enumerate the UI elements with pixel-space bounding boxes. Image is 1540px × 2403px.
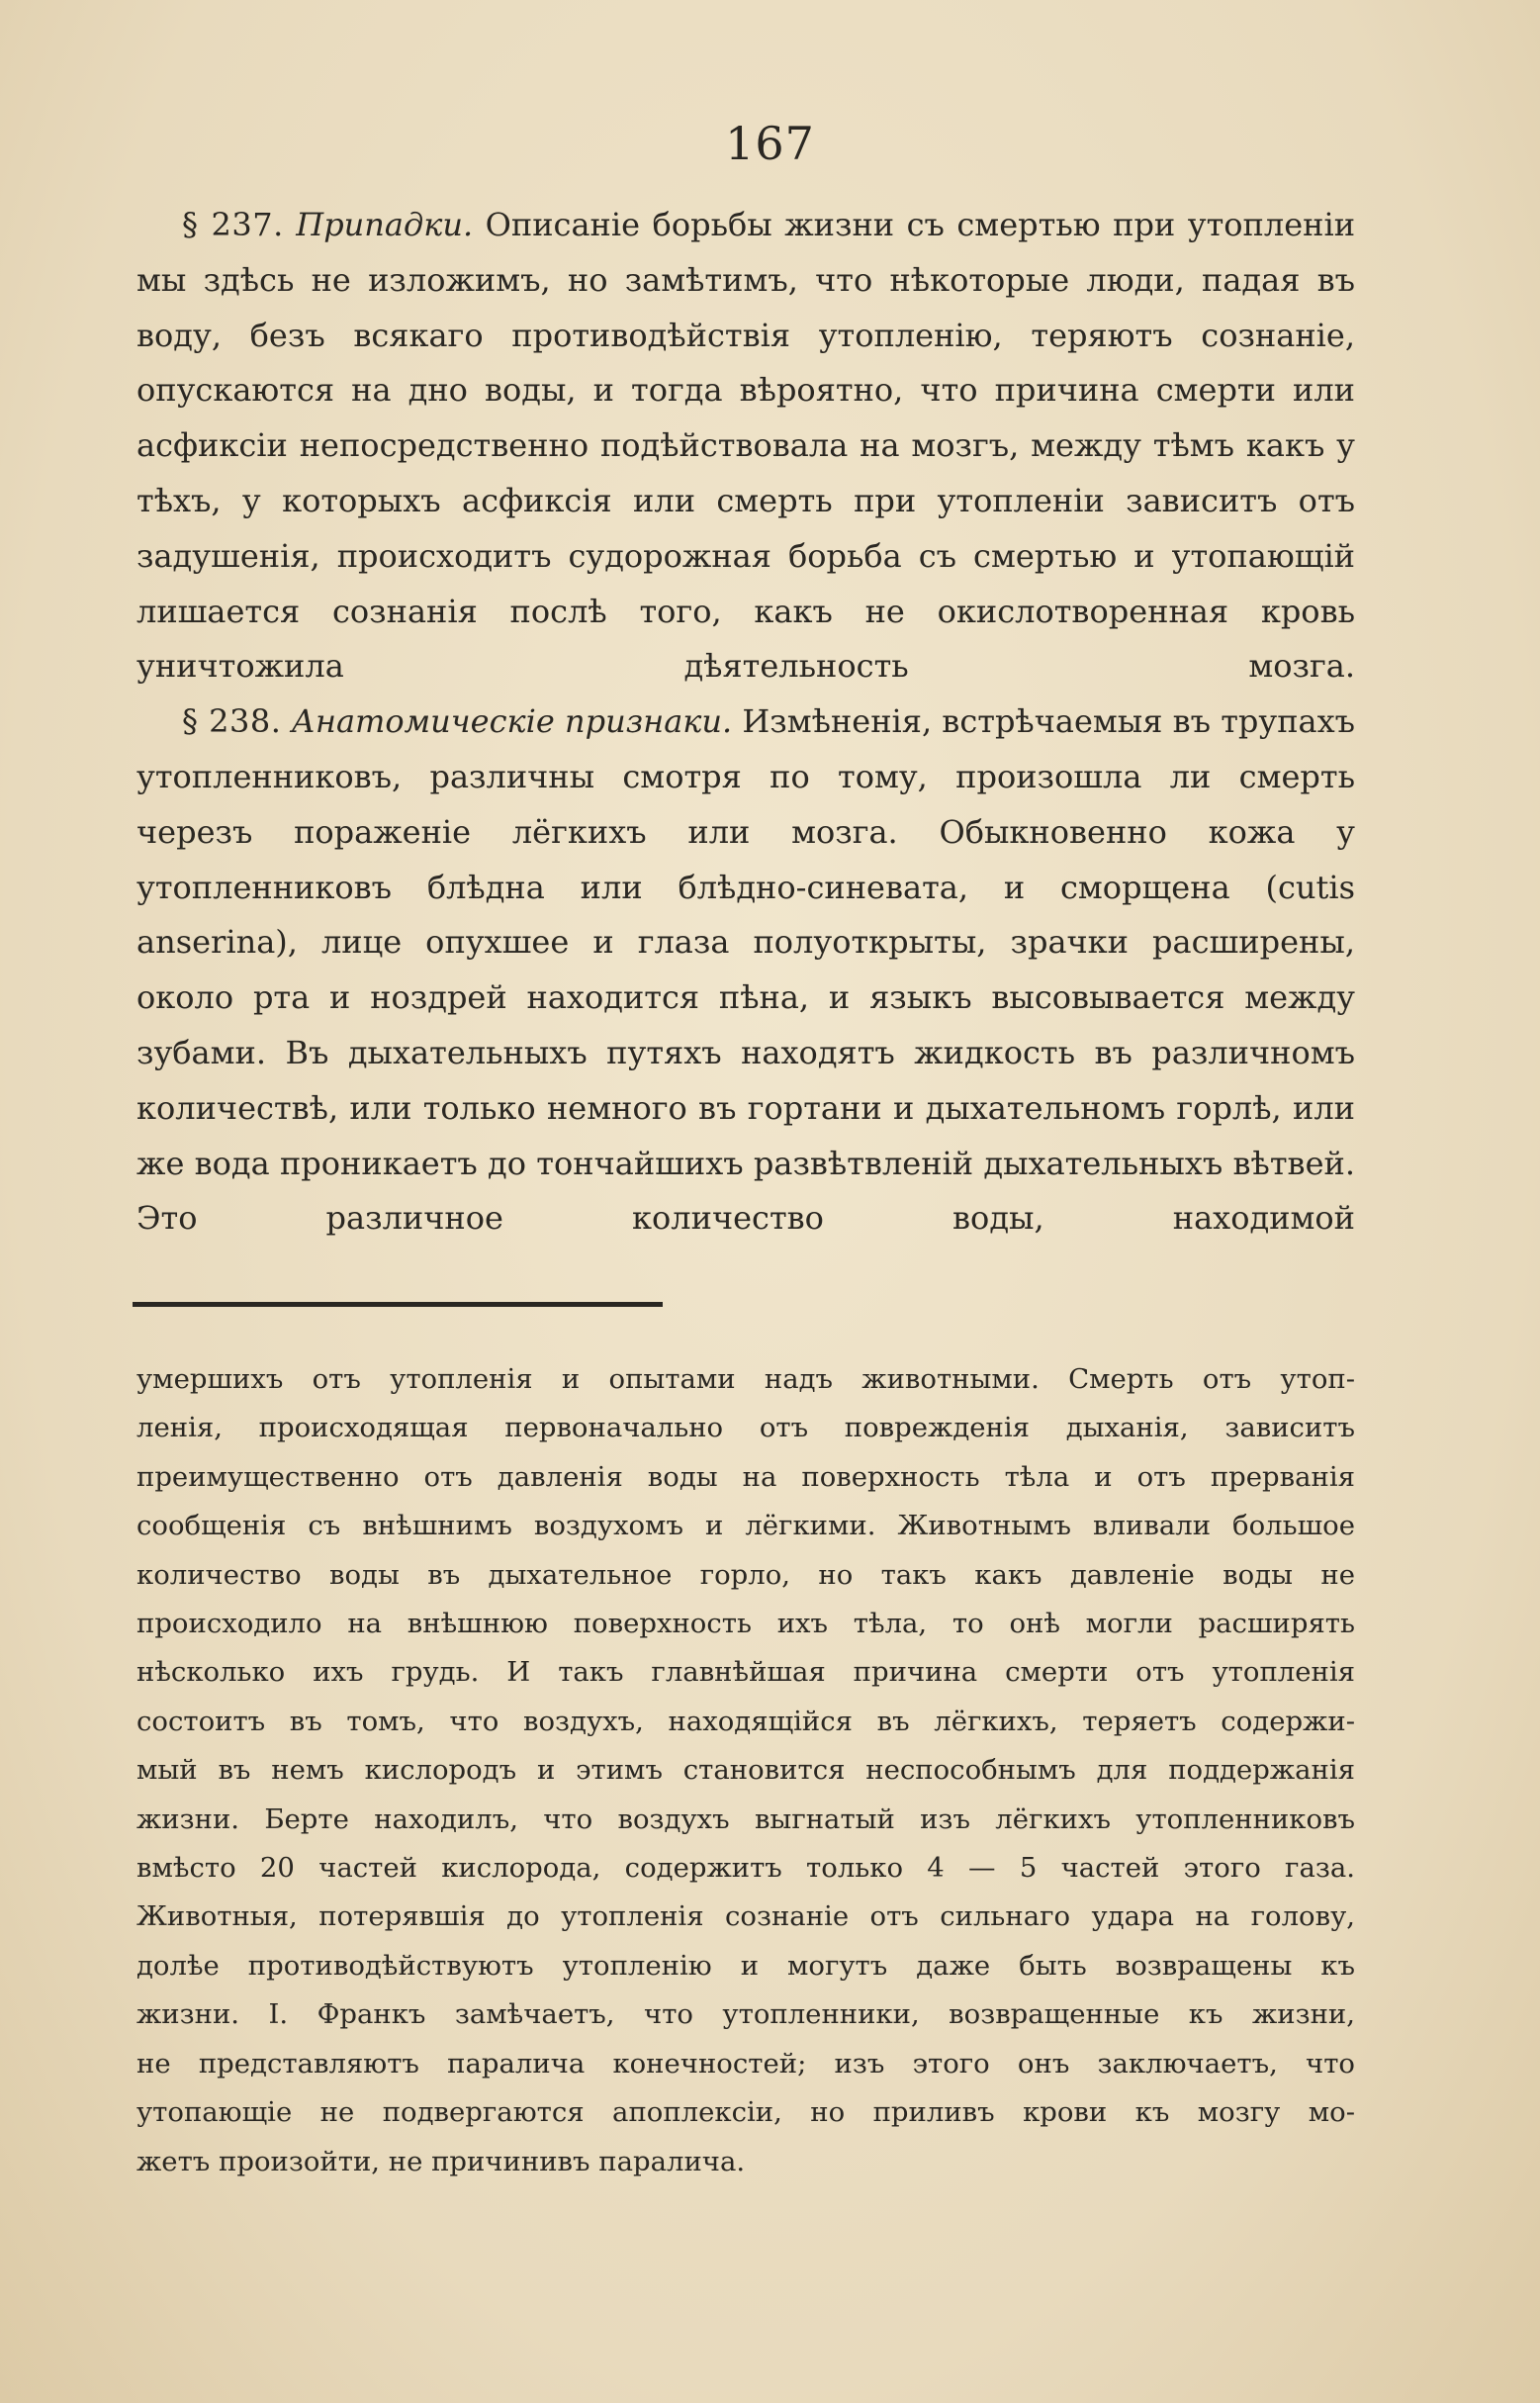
footnote-line: долѣе противодѣйствуютъ утопленію и могутъ даже быть возвращены къ (136, 1949, 1355, 1982)
section-number: § 238. (182, 702, 282, 741)
section-number: § 237. (182, 206, 284, 243)
footnote-line: преимущественно отъ давленія воды на поверхность тѣла и отъ прерванія (136, 1460, 1355, 1493)
footnote-line: жизни. І. Франкъ замѣчаетъ, что утопленники, возвращенные къ жизни, (136, 1998, 1355, 2031)
section-238 (136, 694, 1355, 1247)
section-237 (136, 198, 1355, 694)
page-number: 167 (725, 117, 815, 170)
footnote-divider (133, 1302, 663, 1307)
footnote-line: не представляютъ паралича конечностей; изъ этого онъ заключаетъ, что (136, 2047, 1355, 2080)
footnote-line: вмѣсто 20 частей кислорода, содержитъ только 4 — 5 частей этого газа. (136, 1852, 1355, 1885)
footnote-line: нѣсколько ихъ грудь. И такъ главнѣйшая причина смерти отъ утопленія (136, 1656, 1355, 1689)
footnote-line: количество воды въ дыхательное горло, но такъ какъ давленіе воды не (136, 1558, 1355, 1591)
section-text: Описаніе борьбы жизни съ смертью при утопленіи мы здѣсь не изложимъ, но замѣтимъ, что нѣкоторые люди, падая въ воду, безъ всякаго противодѣйствія утопленію, теряютъ сознаніе, опускаются на дно воды, и тогда вѣроятно, что причина смерти или асфиксіи непосредственно подѣйствовала на мозгъ, между тѣмъ какъ у тѣхъ, у которыхъ асфиксія или смерть при утопленіи зависитъ отъ задушенія, происходитъ судорожная борьба съ смертью и утопающій лишается сознанія послѣ того, какъ не окислотворенная кровь уничтожила дѣятельность мозга. (136, 206, 1356, 686)
footnote-line: жетъ произойти, не причинивъ паралича. (136, 2145, 746, 2177)
footnote-line: утопающіе не подвергаются апоплексіи, но приливъ крови къ мозгу мо- (136, 2096, 1355, 2129)
section-heading: Припадки. (296, 206, 474, 243)
footnote-line: мый въ немъ кислородъ и этимъ становится неспособнымъ для поддержанія (136, 1754, 1355, 1787)
footnote-line: Животныя, потерявшія до утопленія сознаніе отъ сильнаго удара на голову, (136, 1900, 1355, 1933)
section-heading: Анатомическіе признаки. (291, 702, 733, 741)
footnote-line: умершихъ отъ утопленія и опытами надъ животными. Смерть отъ утоп- (136, 1363, 1355, 1395)
footnote-line: ленія, происходящая первоначально отъ поврежденія дыханія, зависитъ (136, 1412, 1355, 1444)
footnote-line: происходило на внѣшнюю поверхность ихъ тѣла, то онѣ могли расширять (136, 1608, 1355, 1640)
section-text: Измѣненія, встрѣчаемыя въ трупахъ утопленниковъ, различны смотря по тому, произошла ли смерть черезъ пораженіе лёгкихъ или мозга. Обыкновенно кожа у утопленниковъ блѣдна или блѣдно-синевата, и сморщена (cutis anserina), лице опухшее и глаза полуоткрыты, зрачки расширены, около рта и ноздрей находится пѣна, и языкъ высовывается между зубами. Въ дыхательныхъ путяхъ находятъ жидкость въ различномъ количествѣ, или только немного въ гортани и дыхательномъ горлѣ, или же вода проникаетъ до тончайшихъ развѣтвленій дыхательныхъ вѣтвей. Это различное количество воды, находимой (136, 702, 1356, 1238)
footnote-line: жизни. Берте находилъ, что воздухъ выгнатый изъ лёгкихъ утопленниковъ (136, 1802, 1355, 1835)
footnote (136, 1355, 1355, 2186)
footnote-line: состоитъ въ томъ, что воздухъ, находящійся въ лёгкихъ, теряетъ содержи- (136, 1705, 1355, 1737)
footnote-line: сообщенія съ внѣшнимъ воздухомъ и лёгкими. Животнымъ вливали большое (136, 1510, 1355, 1542)
main-text (136, 198, 1355, 1247)
